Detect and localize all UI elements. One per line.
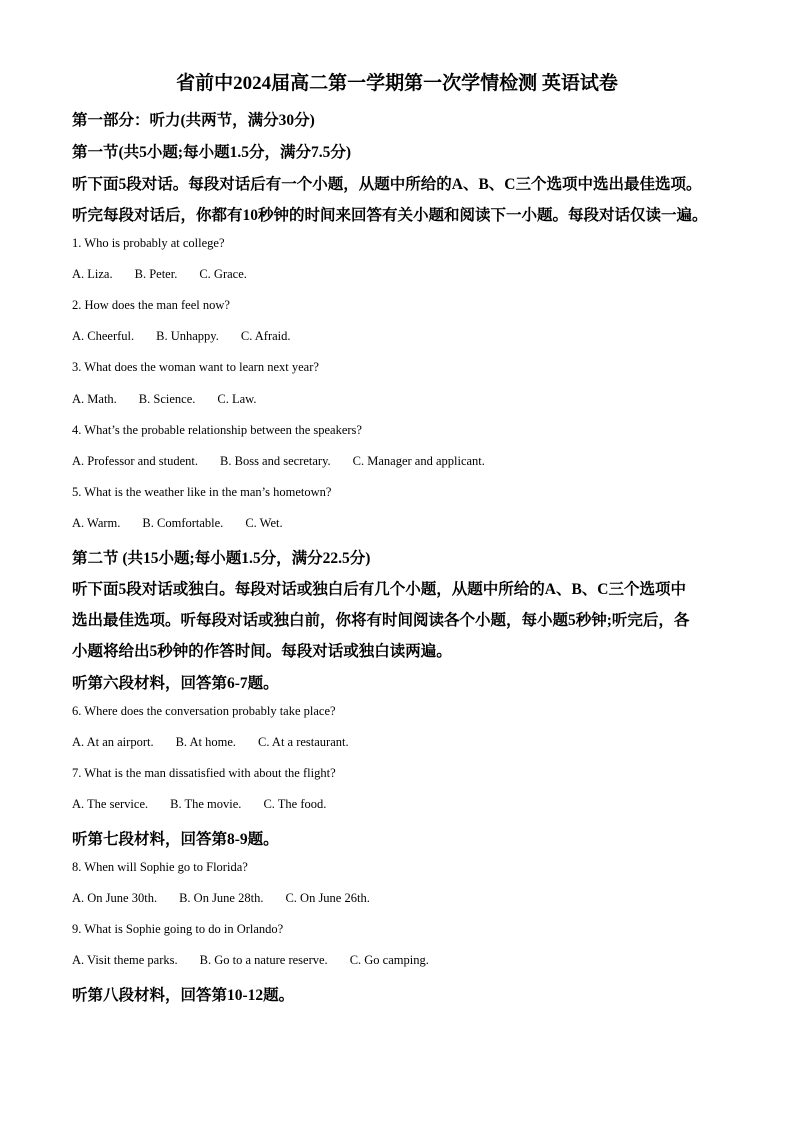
- option-c: C. Grace.: [199, 267, 247, 281]
- question-5: 5. What is the weather like in the man’s hometown?: [72, 485, 332, 499]
- option-b: B. Comfortable.: [142, 516, 224, 530]
- question-9: 9. What is Sophie going to do in Orlando?: [72, 922, 284, 936]
- question-7: 7. What is the man dissatisfied with about the flight?: [72, 766, 336, 780]
- group-heading: 听第七段材料，回答第8-9题。: [72, 831, 279, 848]
- option-b: B. Go to a nature reserve.: [199, 953, 328, 967]
- option-b: B. The movie.: [170, 797, 242, 811]
- option-b: B. Peter.: [134, 267, 178, 281]
- option-b: B. Science.: [138, 392, 196, 406]
- option-a: A. Math.: [72, 392, 117, 406]
- section1-heading: 第一节(共5小题;每小题1.5分，满分7.5分): [72, 144, 351, 161]
- section1-instruction-line: 听完每段对话后，你都有10秒钟的时间来回答有关小题和阅读下一小题。每段对话仅读一遍。: [72, 207, 708, 224]
- section1-instruction-line: 听下面5段对话。每段对话后有一个小题，从题中所给的A、B、C三个选项中选出最佳选项。: [72, 176, 702, 193]
- question-3: 3. What does the woman want to learn next year?: [72, 360, 319, 374]
- group-heading: 听第八段材料，回答第10-12题。: [72, 987, 295, 1004]
- section2-instruction-line: 小题将给出5秒钟的作答时间。每段对话或独白读两遍。: [72, 643, 452, 660]
- option-a: A. The service.: [72, 797, 149, 811]
- option-a: A. On June 30th.: [72, 891, 158, 905]
- option-a: A. Visit theme parks.: [72, 953, 178, 967]
- question-1-options: [72, 267, 247, 282]
- question-4-options: [72, 454, 485, 469]
- question-9-options: [72, 953, 429, 968]
- question-2: 2. How does the man feel now?: [72, 298, 230, 312]
- option-a: A. Cheerful.: [72, 329, 135, 343]
- option-c: C. Wet.: [245, 516, 283, 530]
- option-c: C. Law.: [217, 392, 257, 406]
- question-7-options: [72, 797, 326, 812]
- option-c: C. At a restaurant.: [258, 735, 349, 749]
- question-8: 8. When will Sophie go to Florida?: [72, 860, 248, 874]
- section2-instruction-line: 听下面5段对话或独白。每段对话或独白后有几个小题，从题中所给的A、B、C三个选项中: [72, 581, 686, 598]
- option-b: B. Boss and secretary.: [220, 454, 331, 468]
- exam-title: 省前中2024届高二第一学期第一次学情检测 英语试卷: [176, 73, 618, 94]
- question-4: 4. What’s the probable relationship between the speakers?: [72, 423, 362, 437]
- option-a: A. Professor and student.: [72, 454, 199, 468]
- group-heading: 听第六段材料，回答第6-7题。: [72, 675, 279, 692]
- part1-heading: 第一部分：听力(共两节，满分30分): [72, 112, 315, 129]
- option-c: C. Manager and applicant.: [352, 454, 485, 468]
- section2-instruction-line: 选出最佳选项。听每段对话或独白前，你将有时间阅读各个小题，每小题5秒钟;听完后，各: [72, 612, 690, 629]
- option-c: C. On June 26th.: [285, 891, 370, 905]
- question-6: 6. Where does the conversation probably take place?: [72, 704, 336, 718]
- option-a: A. Warm.: [72, 516, 121, 530]
- option-b: B. Unhappy.: [156, 329, 219, 343]
- question-3-options: [72, 392, 257, 407]
- option-b: B. On June 28th.: [179, 891, 264, 905]
- option-a: A. At an airport.: [72, 735, 154, 749]
- option-c: C. The food.: [263, 797, 327, 811]
- option-b: B. At home.: [175, 735, 237, 749]
- option-c: C. Afraid.: [240, 329, 291, 343]
- option-a: A. Liza.: [72, 267, 113, 281]
- question-2-options: [72, 329, 291, 344]
- section2-heading: 第二节 (共15小题;每小题1.5分，满分22.5分): [72, 550, 371, 567]
- question-5-options: [72, 516, 283, 531]
- question-6-options: [72, 735, 349, 750]
- option-c: C. Go camping.: [349, 953, 429, 967]
- question-8-options: [72, 891, 370, 906]
- question-1: 1. Who is probably at college?: [72, 236, 225, 250]
